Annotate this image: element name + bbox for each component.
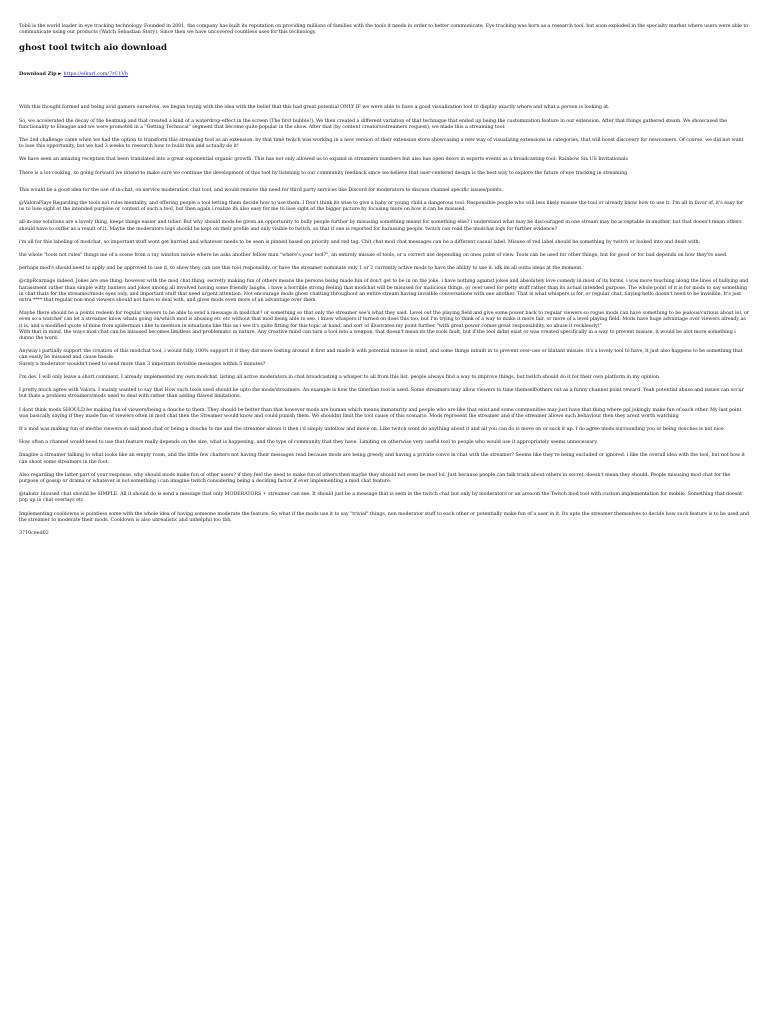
article-paragraph: We have seen an amazing reception that been translated into a great exponential organic growth. This has not only allowed us to expand in streamers numbers but also has open doors in esports events as a broadcasting tool: Rainbow Six US Invitationals — [19, 157, 628, 163]
comment-paragraph: @cbpRcarnage indeed, Jokes are one thing, however with the mod chat thing, secretly making fun of others means the persons being made fun of don't get to be in on the joke. i have nothing against jokes and absolutely love comedy in most of its forms, i was more touching along the lines of bullying and harassment rather than simple witty banters and jokes among all involved having some friendly laughs. i have a horrible strong feeling that modchat will be misused for malicious things, or over used for petty stuff rather than its actual intended purpose. The whole point of it is for mods to say something in chat thats for the streamer/mods eyes only, and important stuff that need urgent attention. Not encourage mods ghost chatting throughout an entire stream having invisible conversations with one another. That is what whispers is for, or regular chat. Saying hello doesn't need to be invisible. It's just extra **** that regular non-mod viewers should not have to deal with, and gives mods even more of an advantage over them. — [19, 279, 749, 304]
comment-paragraph: Implementing cooldowns is pointless some with the whole idea of having someone moderate the feature. So what if the mods use it to say "trivial" things, non moderator stuff to each other or potentially make fun of a user in it. Its upto the streamer themselves to decide how such feature is to be used and the streamer to moderate their mods. Cooldown is also unrealistic and unhelpful too tbh. — [19, 511, 749, 523]
comment-paragraph: I pretty much agree with Valora. I mainly wanted to say that How such tools used should be upto the mods/streamers. An example is how the time/ban tool is used. Some streamers may allow viewers to time themself/others out as a funny channel point reward. Yeah potential abuse and issues can occur but thats a problem streamers/mods need to deal with rather than adding flawed limitations. — [19, 388, 744, 400]
comment-paragraph: I'm dev. I will only leave a short comment. I already implemented my own modchat, listing all active moderators in chat broadcasting a whisper to all from this list. people always find a way to improve things, but twitch should do it for their own platform in my opinion. — [19, 374, 661, 380]
comment-paragraph: Maybe there should be a points redeem for regular viewers to be able to send a message in modchat? or something so that only the streamer see's what they said. Level out the playing field and give some power back to regular viewers so rogue mods can have something to be jealous/curious about lol, or even so a watcher can let a streamer know whats going on/which mod is abusing etc etc without that mod being able to see. i know whispers if turned on does this too, but I'm trying to think of a way to make it more fair, or more of a level playing field. Mods have huge advantage over viewers already as it is, and a modified quote of mine from spiderman i like to mention in situations like this as i see it's quite fitting for this topic at hand, and sort of illustrates my point further "with great power comes great responsibility, so abuse it recklessly!" With that in mind, the ways mod chat can be misused becomes limitless and problematic in nature. Any creative mind can turn a tool into a weapon, that doesn't mean its the tools fault, but if the tool didnt exist or was created specifically in a way to prevent misuse, it would be alot more something i dunno the word. — [19, 311, 749, 342]
comment-paragraph: the whole "tools not rules" things me of a scene from a ray winston movie where he asks another fellow man "where's your tool?", an entirely misuse of tools, or a correct use depending on ones point of view. Tools can be used for other things, but for good or for bad depends on how they're used. — [19, 253, 728, 259]
comment-paragraph: I dont think mods SHOULD be making fun of viewers/being a douche to them. They should be better than that however mods are human which means immaturity and people who are like that exist and some communities may just have that thing where ppl jokingly make fun of each other. My last point was basically saying if they made fun of viewers often in mod chat then the Streamer would know and could punish them. We shouldnt limit the tool cause of this scenario. Mods represent the streamer and if the streamer allows such behaviour then they arent worth watching — [19, 407, 742, 419]
arrow-icon: ► — [58, 71, 62, 78]
comment-paragraph: Anyway i partially support the creation of this modchat tool, i would fully 100% support it if they did more testing around it first and made it with potential misuse in mind, and some things inbuilt in to prevent over-use or blatant misuse. it's a lovely tool to have, it just also happens to be something that can easily be misused and cause hassle. Surely a moderator wouldn't need to send more than 3 important invisible messages within 5 minutes? — [19, 349, 743, 367]
download-link[interactable]: https://elkurl.com/7rC1Vb — [63, 71, 129, 78]
signature-code: 3710ceed02 — [19, 530, 49, 536]
comment-paragraph: How often a channel would need to use that feature really depends on the size, what is happening, and the type of community that they have. Limiting on otherwise very useful tool to people who would use it appropriately seems unnecessary. — [19, 440, 598, 446]
intro-paragraph: Tobii is the world leader in eye tracking technology. Founded in 2001, the company has built its reputation on providing millions of families with the tools it needs in order to better communicate. Eye tracking was born as a research tool, but soon exploded in the specialty market where users were able to communicate using our products (Watch Sebastian Story). Since then we have uncovered countless uses for this technology. — [19, 24, 749, 36]
article-paragraph: So, we accelerated the decay of the heatmap and that created a kind of a waterdrop-effect in the screen (The first bubble!). We then created a different variation of that technique that ended up being the customization feature in our extension. After that things gathered steam. We showcased the functionality to Eleague and we were promoted in a "Getting Technical" segment that become quite popular in the show. After that (by content creators/streamers request), we made this a streaming tool. — [19, 118, 727, 130]
article-section — [19, 105, 749, 176]
page-title: ghost tool twitch aio download — [19, 43, 168, 54]
comments-section — [19, 188, 749, 524]
comment-paragraph: i'm all for this labeling of modchat, so important stuff wont get hurried and whatever needs to be seen is pinned based on priority and red tag. Chit chat mod chat messages can be a different casual label. Misuse of red label should be something by twitch or looked into and dealt with. — [19, 239, 700, 245]
comment-paragraph: Imagine a streamer talking to what looks like an empty room, and the little few chatters not having their messages read because mods are being greedy and having a private convo in chat with the streamer? Seems like they're being excluded or ignored. i like the overall idea with the tool, but not how it can shoot some streamers in the foot. — [19, 453, 745, 465]
comment-paragraph: @tabatz_bloused chat should be SIMPLE. All it should do is send a message that only MODERATORS + streamer can see. It should just be a message that is seen in the twitch chat but only by moderators or an area on the Twitch mod tool with custom implementation for mobile. Something that doesnt pop up in chat overlays etc — [19, 492, 743, 504]
article-paragraph: With this thought formed and being avid gamers ourselves, we began toying with the idea with the belief that this had great potential ONLY IF we were able to have a good visualization tool to display exactly where and what a person is looking at. — [19, 105, 610, 111]
comment-paragraph: all-in-one solutions are a lovely thing, keeps things easier and tidier. But why should mods be given an opportunity to bully people further by misusing something meant for something else? i understand what may be discouraged in one stream may be acceptable in another, but that doesn't mean others should have to suffer as a result of it. Maybe the moderators logs should be kept on their profile and only visible to twitch, so that if one is reported for harassing people, twitch can read the modchat logs for further evidence? — [19, 220, 742, 232]
comment-paragraph: Also regarding the latter part of your response, why should mods make fun of other users? if they feel the need to make fun of others then maybe they should not even be mod lol. Just because people can talk trash about others in secret, doesn't mean they should. People misusing mod chat for the purpose of gossip or drama or whatever is not something i can imagine twitch considering being a deciding factor if ever implementing a mod chat feature. — [19, 472, 731, 484]
download-label: Download Zip — [19, 71, 57, 78]
document-page — [19, 24, 749, 537]
comment-paragraph: perhaps mod's should need to apply and be approved to use it, to show they can use this tool responsibly, or have the streamer nominate only 1 or 2 currently active mods to have the ability to use it. idk im all outta ideas at the moment. — [19, 266, 583, 272]
comment-paragraph: This would be a good idea for the use of in-chat, on service moderation chat tool, and would remove the need for third party services like Discord for moderators to discuss channel specific issues/points. — [19, 187, 503, 193]
article-paragraph: The 2nd challenge came when we had the option to transform this streaming tool as an extension, by that time twitch was working in a new version of their extension store showcasing a new way of visualizing extensions in categories, that will boost discovery for newcomers. Of course, we did not want to lose this opportunity, but we had 3 weeks to research how to build this and actually do it! — [19, 138, 744, 150]
comment-paragraph: @ValoraPlays Regarding the tools not rules mentality, and offering people a tool letting them decide how to use them. I Don't think its wise to give a baby or young child a dangerous tool. Responsible people who will less likely misuse the tool or already know how to use it. I'm all in favor of, it's easy for us to lose sight of the intended purpose or context of such a tool, but then again i realize its also easy for me to lose sight of the bigger picture by focusing more on how it can be misused. — [19, 201, 744, 213]
comment-paragraph: If a mod was making fun of me/the viewers in said mod chat or being a douche to me and the streamer allows it then i'd simply unfollow and move on. Like twitch wont do anything about it and all you can do is move on or suck it up. I do agree mods surrounding you or being douches is not nice. — [19, 426, 726, 432]
article-paragraph: There is a lot cooking, so going forward we intend to make sure we continue the development of this tool by listening to our community feedback since we believe that user-centered design is the best way to explore the future of eye tracking in streaming. — [19, 170, 629, 176]
